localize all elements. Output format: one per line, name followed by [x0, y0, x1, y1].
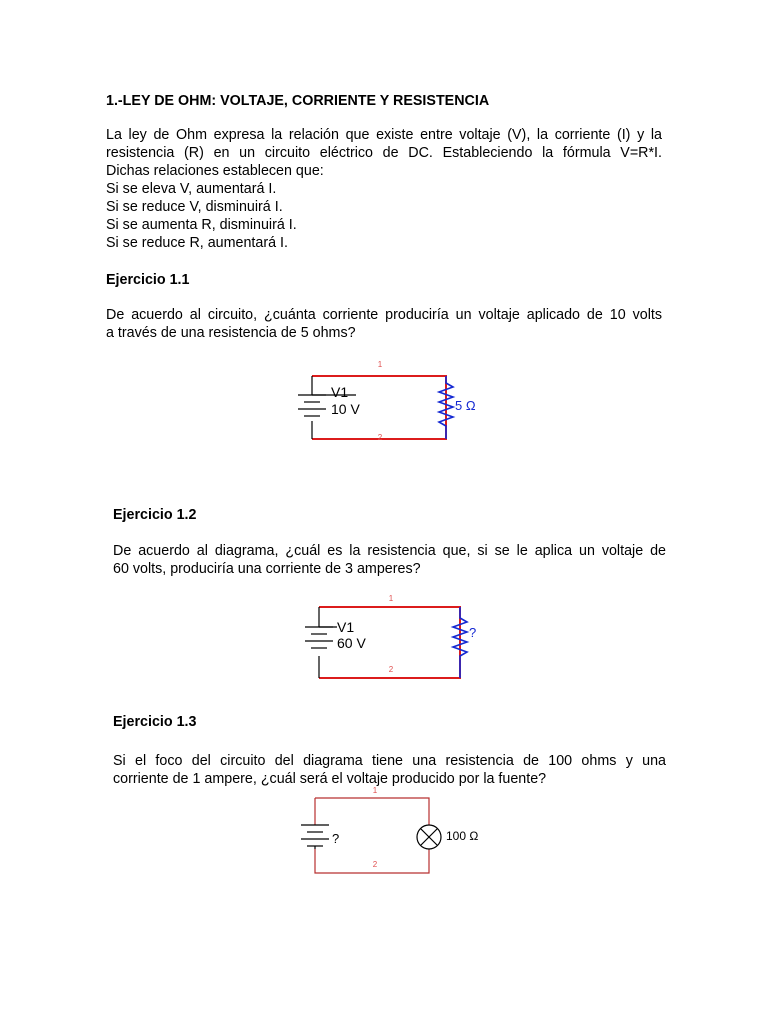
- intro-line-2: resistencia (R) en un circuito eléctrico de DC. Estableciendo la fórmula V=R*I.: [106, 145, 662, 161]
- source-value: 10 V: [331, 401, 360, 417]
- lamp-value: 100 Ω: [446, 829, 479, 843]
- rule-item: Si se reduce V, disminuirá I.: [106, 199, 283, 215]
- exercise-3-line-1: Si el foco del circuito del diagrama tiene una resistencia de 100 ohms y una: [113, 753, 666, 769]
- circuit-diagram-1: [290, 355, 480, 455]
- rule-item: Si se reduce R, aumentará I.: [106, 235, 288, 251]
- source-value: 60 V: [337, 635, 366, 651]
- node-label-bottom: 2: [377, 433, 383, 442]
- rule-item: Si se eleva V, aumentará I.: [106, 181, 277, 197]
- intro-line-3: Dichas relaciones establecen que:: [106, 163, 324, 179]
- lamp-icon: [417, 825, 441, 849]
- exercise-1-line-2: a través de una resistencia de 5 ohms?: [106, 325, 356, 341]
- intro-line-1: La ley de Ohm expresa la relación que existe entre voltaje (V), la corriente (I) y la: [106, 127, 662, 143]
- battery-symbol: [305, 607, 337, 678]
- node-label-bottom: 2: [388, 665, 394, 674]
- battery-symbol: [301, 825, 329, 849]
- source-name: V1: [331, 384, 349, 400]
- source-name: V1: [337, 619, 355, 635]
- page-title: 1.-LEY DE OHM: VOLTAJE, CORRIENTE Y RESISTENCIA: [106, 93, 490, 109]
- exercise-2-line-1: De acuerdo al diagrama, ¿cuál es la resistencia que, si se le aplica un voltaje de: [113, 543, 666, 559]
- exercise-1-line-1: De acuerdo al circuito, ¿cuánta corriente produciría un voltaje aplicado de 10 volts: [106, 307, 662, 323]
- source-value: ?: [332, 831, 340, 846]
- exercise-2-line-2: 60 volts, produciría una corriente de 3 amperes?: [113, 561, 421, 577]
- resistor-value: ?: [469, 625, 477, 640]
- exercise-1-title: Ejercicio 1.1: [106, 272, 190, 288]
- circuit-diagram-2: [300, 590, 490, 690]
- node-label-top: 1: [377, 360, 383, 369]
- exercise-2-title: Ejercicio 1.2: [113, 507, 197, 523]
- exercise-3-title: Ejercicio 1.3: [113, 714, 197, 730]
- node-label-bottom: 2: [372, 860, 378, 869]
- exercise-3-line-2: corriente de 1 ampere, ¿cuál será el voltaje producido por la fuente?: [113, 771, 547, 787]
- rule-item: Si se aumenta R, disminuirá I.: [106, 217, 297, 233]
- circuit-diagram-3: [295, 785, 495, 885]
- node-label-top: 1: [372, 786, 378, 795]
- node-label-top: 1: [388, 594, 394, 603]
- resistor-value: 5 Ω: [455, 398, 476, 413]
